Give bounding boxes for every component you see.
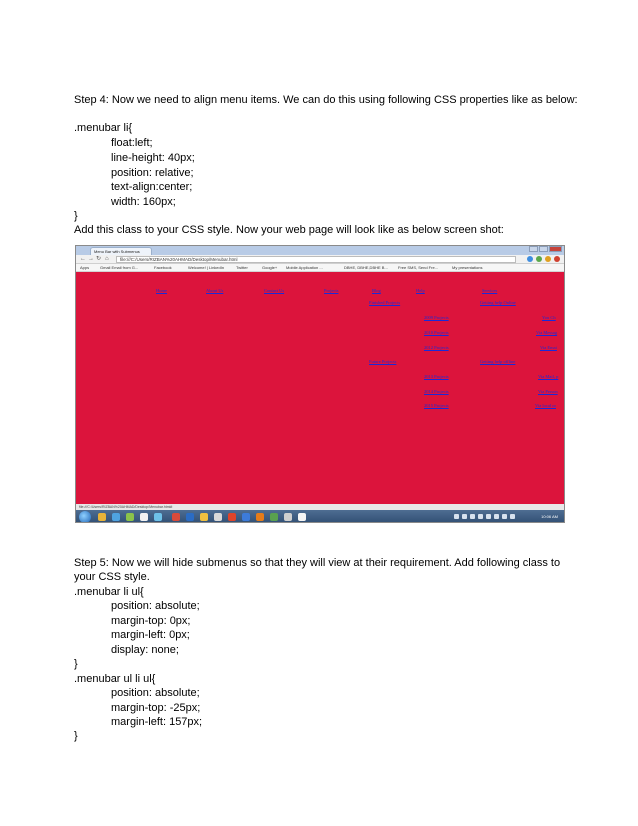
- menu-item-help[interactable]: Help: [416, 288, 425, 293]
- taskbar-app-icon[interactable]: [172, 513, 180, 521]
- submenu-link[interactable]: You Ch: [542, 315, 556, 320]
- submenu-link[interactable]: 2014 Projects: [424, 389, 449, 394]
- menu-item-about[interactable]: About Us: [206, 288, 224, 293]
- browser-screenshot: [75, 245, 565, 523]
- submenu-link[interactable]: Via Emai: [540, 345, 557, 350]
- browser-tab-strip: [76, 246, 564, 255]
- taskbar-app-icon[interactable]: [186, 513, 194, 521]
- start-button-icon[interactable]: [79, 511, 91, 523]
- submenu-link[interactable]: Future Projects: [369, 359, 397, 364]
- css-property: text-align:center;: [111, 181, 193, 193]
- step5-intro-line1: Step 5: Now we will hide submenus so that they will view at their requirement. Add following class to: [74, 557, 561, 569]
- submenu-link[interactable]: 2010 Projects: [424, 330, 449, 335]
- taskbar-app-icon[interactable]: [270, 513, 278, 521]
- menubar-page: [76, 272, 564, 504]
- bookmark[interactable]: My presentations: [452, 265, 483, 270]
- extension-icon[interactable]: [545, 256, 551, 262]
- bookmark-apps[interactable]: Apps: [80, 265, 90, 270]
- address-bar[interactable]: file:///C:/Users/RIZBAN%20AHMAD/Desktop/Menubar.html: [116, 256, 516, 263]
- step4-after-text: Add this class to your CSS style. Now your web page will look like as below screen shot:: [74, 224, 504, 236]
- menu-item-projects[interactable]: Projects: [324, 288, 339, 293]
- css-property: position: relative;: [111, 167, 194, 179]
- css-selector-menubar-li-ul: .menubar li ul{: [74, 586, 144, 598]
- tray-icon[interactable]: [486, 514, 491, 519]
- css-property: position: absolute;: [111, 600, 200, 612]
- css-close-brace: }: [74, 210, 78, 222]
- submenu-link[interactable]: Finished Projects: [369, 300, 401, 305]
- tray-icon[interactable]: [454, 514, 459, 519]
- taskbar-app-icon[interactable]: [242, 513, 250, 521]
- taskbar-clock: 10:06 AM: [541, 514, 558, 519]
- bookmark[interactable]: Mobile Application ...: [286, 265, 323, 270]
- extension-icon[interactable]: [536, 256, 542, 262]
- css-property: float:left;: [111, 137, 153, 149]
- submenu-link[interactable]: Via Messag: [536, 330, 558, 335]
- submenu-link[interactable]: Getting help Online: [480, 300, 516, 305]
- taskbar-app-icon[interactable]: [112, 513, 120, 521]
- maximize-icon[interactable]: [539, 246, 548, 252]
- step5-intro-line2: your CSS style.: [74, 571, 150, 583]
- css-property: line-height: 40px;: [111, 152, 195, 164]
- css-property: margin-left: 157px;: [111, 716, 203, 728]
- forward-icon[interactable]: →: [88, 256, 94, 262]
- home-icon[interactable]: ⌂: [105, 256, 109, 262]
- browser-toolbar: [76, 255, 564, 264]
- back-icon[interactable]: ←: [80, 256, 86, 262]
- css-close-brace: }: [74, 658, 78, 670]
- bookmark[interactable]: Twitter: [236, 265, 248, 270]
- windows-taskbar: [76, 510, 564, 523]
- taskbar-app-icon[interactable]: [228, 513, 236, 521]
- taskbar-app-icon[interactable]: [154, 513, 162, 521]
- taskbar-app-icon[interactable]: [126, 513, 134, 521]
- step4-intro: Step 4: Now we need to align menu items. We can do this using following CSS properties like as below:: [74, 94, 578, 106]
- submenu-link[interactable]: 2015 Projects: [424, 403, 449, 408]
- bookmarks-bar: [76, 264, 564, 272]
- css-property: width: 160px;: [111, 196, 176, 208]
- submenu-link[interactable]: 2013 Projects: [424, 374, 449, 379]
- window-controls: [529, 246, 562, 253]
- extension-icon[interactable]: [527, 256, 533, 262]
- tray-icon[interactable]: [470, 514, 475, 519]
- tray-icon[interactable]: [502, 514, 507, 519]
- css-property: margin-left: 0px;: [111, 629, 190, 641]
- tray-icon[interactable]: [462, 514, 467, 519]
- submenu-link[interactable]: 2012 Projects: [424, 345, 449, 350]
- bookmark[interactable]: Welcome! | LinkedIn: [188, 265, 225, 270]
- bookmark[interactable]: DBHE, DBHE,DBHE B...: [344, 265, 388, 270]
- taskbar-app-icon[interactable]: [140, 513, 148, 521]
- css-selector-menubar-ul-li-ul: .menubar ul li ul{: [74, 673, 156, 685]
- taskbar-app-icon[interactable]: [214, 513, 222, 521]
- extension-icons: [527, 256, 560, 262]
- submenu-link[interactable]: Via local or: [535, 403, 556, 408]
- reload-icon[interactable]: ↻: [96, 256, 102, 262]
- menu-item-contact[interactable]: Contact Us: [264, 288, 285, 293]
- menu-item-home[interactable]: Home: [156, 288, 167, 293]
- submenu-link[interactable]: 2009 Projects: [424, 315, 449, 320]
- taskbar-app-icon[interactable]: [284, 513, 292, 521]
- css-property: display: none;: [111, 644, 179, 656]
- bookmark[interactable]: Facebook: [154, 265, 172, 270]
- menu-icon[interactable]: [554, 256, 560, 262]
- taskbar-app-icon[interactable]: [200, 513, 208, 521]
- submenu-link[interactable]: Via Mail, p: [538, 374, 559, 379]
- taskbar-app-icon[interactable]: [256, 513, 264, 521]
- css-property: position: absolute;: [111, 687, 200, 699]
- browser-tab[interactable]: Menu Bar with Submenus: [90, 247, 152, 255]
- css-property: margin-top: 0px;: [111, 615, 191, 627]
- explorer-icon[interactable]: [98, 513, 106, 521]
- bookmark[interactable]: Google+: [262, 265, 278, 270]
- chrome-taskbar-icon[interactable]: [298, 513, 306, 521]
- bookmark[interactable]: Free SMS, Send Fre...: [398, 265, 439, 270]
- menu-item-blog[interactable]: Blog: [372, 288, 381, 293]
- css-close-brace: }: [74, 730, 78, 742]
- close-icon[interactable]: [549, 246, 562, 252]
- menu-item-services[interactable]: Services: [482, 288, 498, 293]
- tray-icon[interactable]: [494, 514, 499, 519]
- submenu-link[interactable]: Getting help offline: [480, 359, 516, 364]
- submenu-link[interactable]: Via Person: [538, 389, 558, 394]
- tray-icon[interactable]: [510, 514, 515, 519]
- css-property: margin-top: -25px;: [111, 702, 201, 714]
- status-bar: file:///C:/Users/RIZBAN%20AHMAD/Desktop/Menubar.html#: [76, 504, 564, 510]
- minimize-icon[interactable]: [529, 246, 538, 252]
- css-selector-menubar-li: .menubar li{: [74, 122, 133, 134]
- bookmark[interactable]: Gmail Email from G...: [100, 265, 139, 270]
- tray-icon[interactable]: [478, 514, 483, 519]
